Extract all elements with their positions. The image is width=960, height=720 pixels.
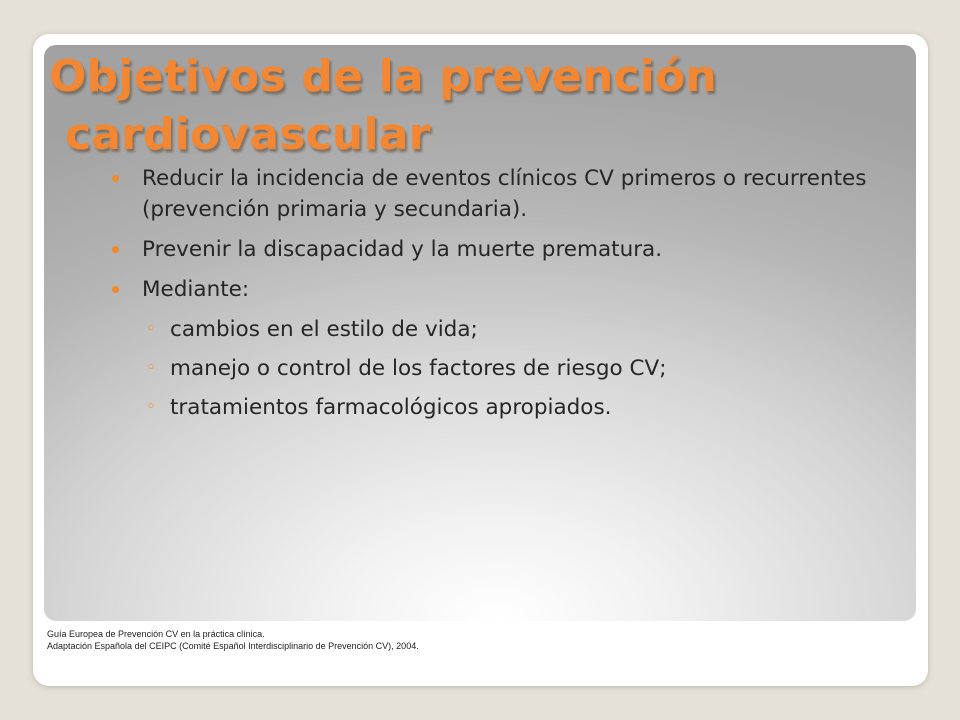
sub-bullet-text: tratamientos farmacológicos apropiados.: [170, 395, 612, 420]
sub-bullet-text: manejo o control de los factores de riesgo CV;: [170, 356, 667, 381]
bullet-dot-icon: [112, 246, 119, 253]
bullet-dot-icon: [112, 175, 119, 182]
title-line-2: cardiovascular: [65, 109, 431, 160]
bullet-item: [112, 274, 872, 305]
sub-bullet-ring-icon: ◦: [146, 397, 157, 417]
title-line-1: Objetivos de la prevención: [49, 51, 717, 102]
slide-title: [49, 48, 889, 164]
sub-bullet-text: cambios en el estilo de vida;: [170, 317, 478, 342]
bullet-text: Prevenir la discapacidad y la muerte prematura.: [142, 237, 663, 262]
bullet-dot-icon: [112, 286, 119, 293]
bullet-text: Reducir la incidencia de eventos clínicos CV primeros o recurrentes (prevención primaria y secundaria).: [142, 166, 867, 222]
source-citation: [47, 628, 419, 652]
bullet-list: [112, 163, 872, 431]
sub-bullet-item: [112, 392, 872, 423]
sub-bullet-ring-icon: ◦: [146, 358, 157, 378]
bullet-item: [112, 163, 872, 225]
source-line-1: Guía Europea de Prevención CV en la práctica clínica.: [47, 629, 265, 639]
sub-bullet-item: [112, 314, 872, 345]
source-line-2: Adaptación Española del CEIPC (Comité Español Interdisciplinario de Prevención CV), 2004.: [47, 641, 419, 651]
bullet-item: [112, 234, 872, 265]
sub-bullet-ring-icon: ◦: [146, 319, 157, 339]
sub-bullet-item: [112, 353, 872, 384]
bullet-text: Mediante:: [142, 277, 250, 302]
